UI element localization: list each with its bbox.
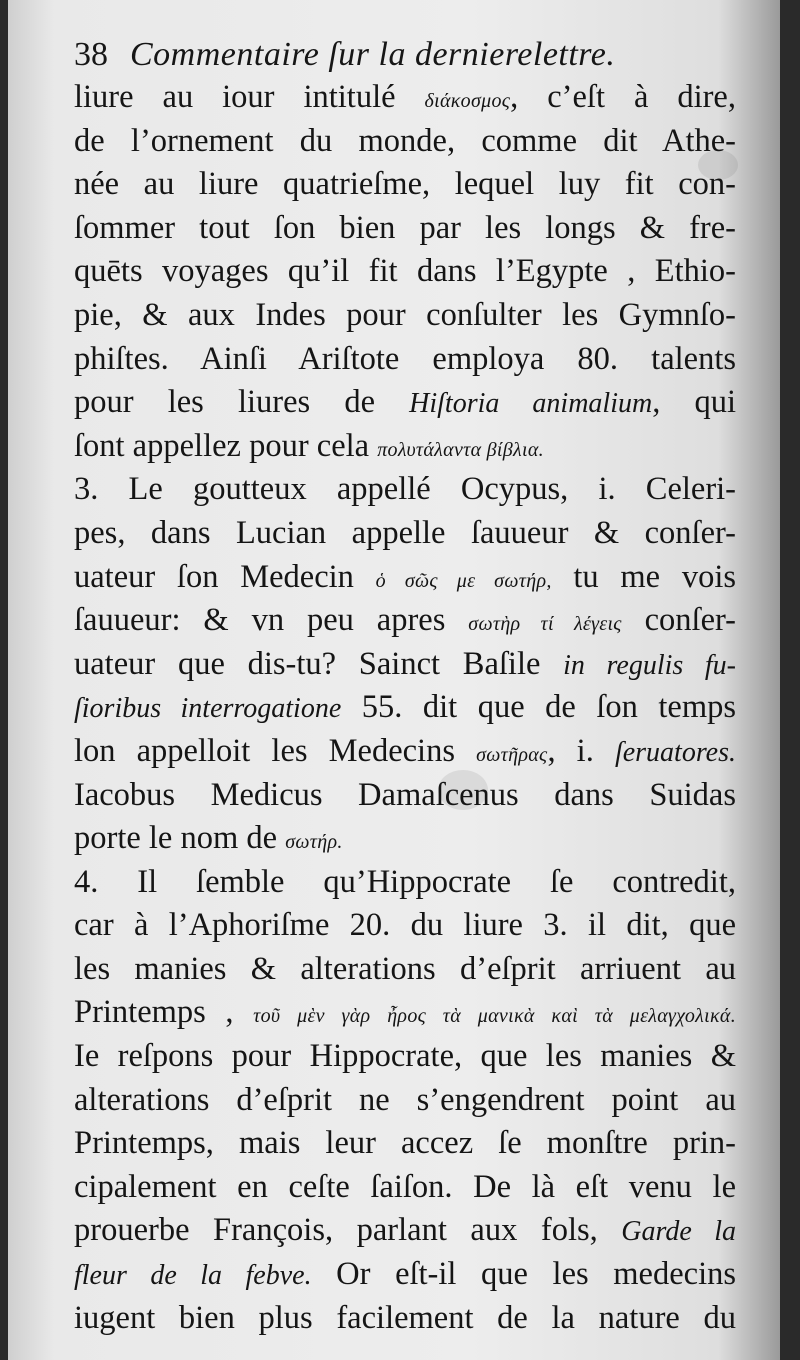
text-segment: née au liure quatrieſme, lequel luy fit con- [74, 166, 736, 203]
greek-text: σωτὴρ τί λέγεις [468, 613, 622, 636]
text-line [74, 250, 736, 294]
text-line [74, 774, 736, 818]
text-segment: , i. [547, 732, 615, 769]
italic-text: ſioribus interrogatione [74, 693, 342, 725]
text-line [74, 76, 736, 120]
text-segment: prouerbe François, parlant aux fols, [74, 1212, 622, 1249]
text-segment: tu me vois [551, 558, 737, 595]
book-page [8, 0, 780, 1360]
text-segment: Iacobus Medicus Damaſcenus dans Suidas [74, 776, 736, 813]
text-segment: Printemps, mais leur accez ſe monſtre prin- [74, 1125, 736, 1162]
text-segment: pie, & aux Indes pour conſulter les Gymnſo- [74, 296, 736, 333]
text-segment: lon appelloit les Medecins [74, 732, 477, 769]
text-line [74, 1209, 736, 1253]
italic-text: Garde la [621, 1216, 736, 1248]
text-segment: Printemps , [74, 994, 254, 1031]
text-segment: de l’ornement du monde, comme dit Athe- [74, 122, 736, 159]
text-segment: liure au iour intitulé [74, 79, 425, 115]
text-line [74, 643, 736, 687]
italic-text: in regulis fu- [563, 649, 736, 681]
text-line [74, 904, 736, 948]
text-segment: quēts voyages qu’il fit dans l’Egypte , Ethio- [74, 253, 736, 290]
text-segment: car à l’Aphoriſme 20. du liure 3. il dit, que [74, 907, 736, 944]
text-segment: ſommer tout ſon bien par les longs & fre- [74, 209, 736, 246]
text-line [74, 1122, 736, 1166]
text-segment: pes, dans Lucian appelle ſauueur & conſer- [74, 514, 736, 551]
text-segment: uateur ſon Medecin [74, 558, 376, 595]
text-segment: Or eſt-il que les medecins [311, 1256, 736, 1293]
text-segment: uateur que dis-tu? Sainct Baſile [74, 645, 564, 682]
text-segment: 55. dit que de ſon temps [341, 689, 736, 726]
text-segment: Ie reſpons pour Hippocrate, que les manies & [74, 1038, 736, 1075]
text-line [74, 468, 736, 512]
greek-text: σωτῆρας [476, 743, 548, 766]
text-line [74, 948, 736, 992]
text-line [74, 599, 736, 643]
text-segment: alterations d’eſprit ne s’engendrent point au [74, 1081, 736, 1118]
text-segment: pour les liures de [74, 384, 410, 421]
text-segment: iugent bien plus facilement de la nature du [74, 1299, 736, 1336]
text-line [74, 817, 736, 861]
text-line [74, 1253, 736, 1297]
text-line [74, 730, 736, 774]
text-line [74, 1166, 736, 1210]
text-line [74, 861, 736, 905]
greek-text: σωτήρ. [285, 831, 343, 854]
text-segment: 3. Le goutteux appellé Ocypus, i. Celeri- [74, 471, 736, 508]
text-line [74, 556, 736, 600]
text-segment: conſer- [621, 602, 736, 639]
text-segment: ſont appellez pour cela [74, 427, 378, 464]
text-segment: , c’eſt à dire, [510, 79, 736, 115]
text-segment: ſauueur: & vn peu apres [74, 602, 469, 639]
greek-text: πολυτάλαντα βίβλια. [377, 438, 544, 461]
italic-text: ſeruatores. [614, 736, 737, 768]
text-line [74, 686, 736, 730]
greek-text: τοῦ μὲν γὰρ ἦρος τὰ μανικὰ καὶ τὰ μελαγχολικά. [253, 1005, 737, 1028]
text-line [74, 294, 736, 338]
text-line [74, 512, 736, 556]
text-segment: 4. Il ſemble qu’Hippocrate ſe contredit, [74, 863, 736, 900]
text-line [74, 1079, 736, 1123]
text-line [74, 425, 736, 469]
text-segment: les manies & alterations d’eſprit arriuent au [74, 950, 736, 987]
text-line [74, 207, 736, 251]
page-number: 38 [74, 36, 108, 73]
text-line [74, 338, 736, 382]
italic-text: fleur de la febve. [74, 1260, 312, 1292]
italic-text: Hiſtoria animalium [409, 388, 653, 420]
text-line [74, 163, 736, 207]
running-title: Commentaire ſur la dernierelettre. [130, 36, 616, 73]
text-line [74, 1297, 736, 1341]
text-line [74, 381, 736, 425]
text-segment: , qui [652, 384, 737, 421]
text-line [74, 991, 736, 1035]
body-text [74, 76, 736, 1340]
greek-text: ὁ σῶς με σωτήρ, [375, 569, 552, 592]
text-segment: porte le nom de [74, 820, 286, 857]
text-segment: cipalement en ceſte ſaiſon. De là eſt venu le [74, 1168, 736, 1205]
text-segment: phiſtes. Ainſi Ariſtote employa 80. talents [74, 340, 736, 377]
text-line [74, 120, 736, 164]
text-line [74, 1035, 736, 1079]
greek-text: διάκοσμος [424, 90, 511, 112]
